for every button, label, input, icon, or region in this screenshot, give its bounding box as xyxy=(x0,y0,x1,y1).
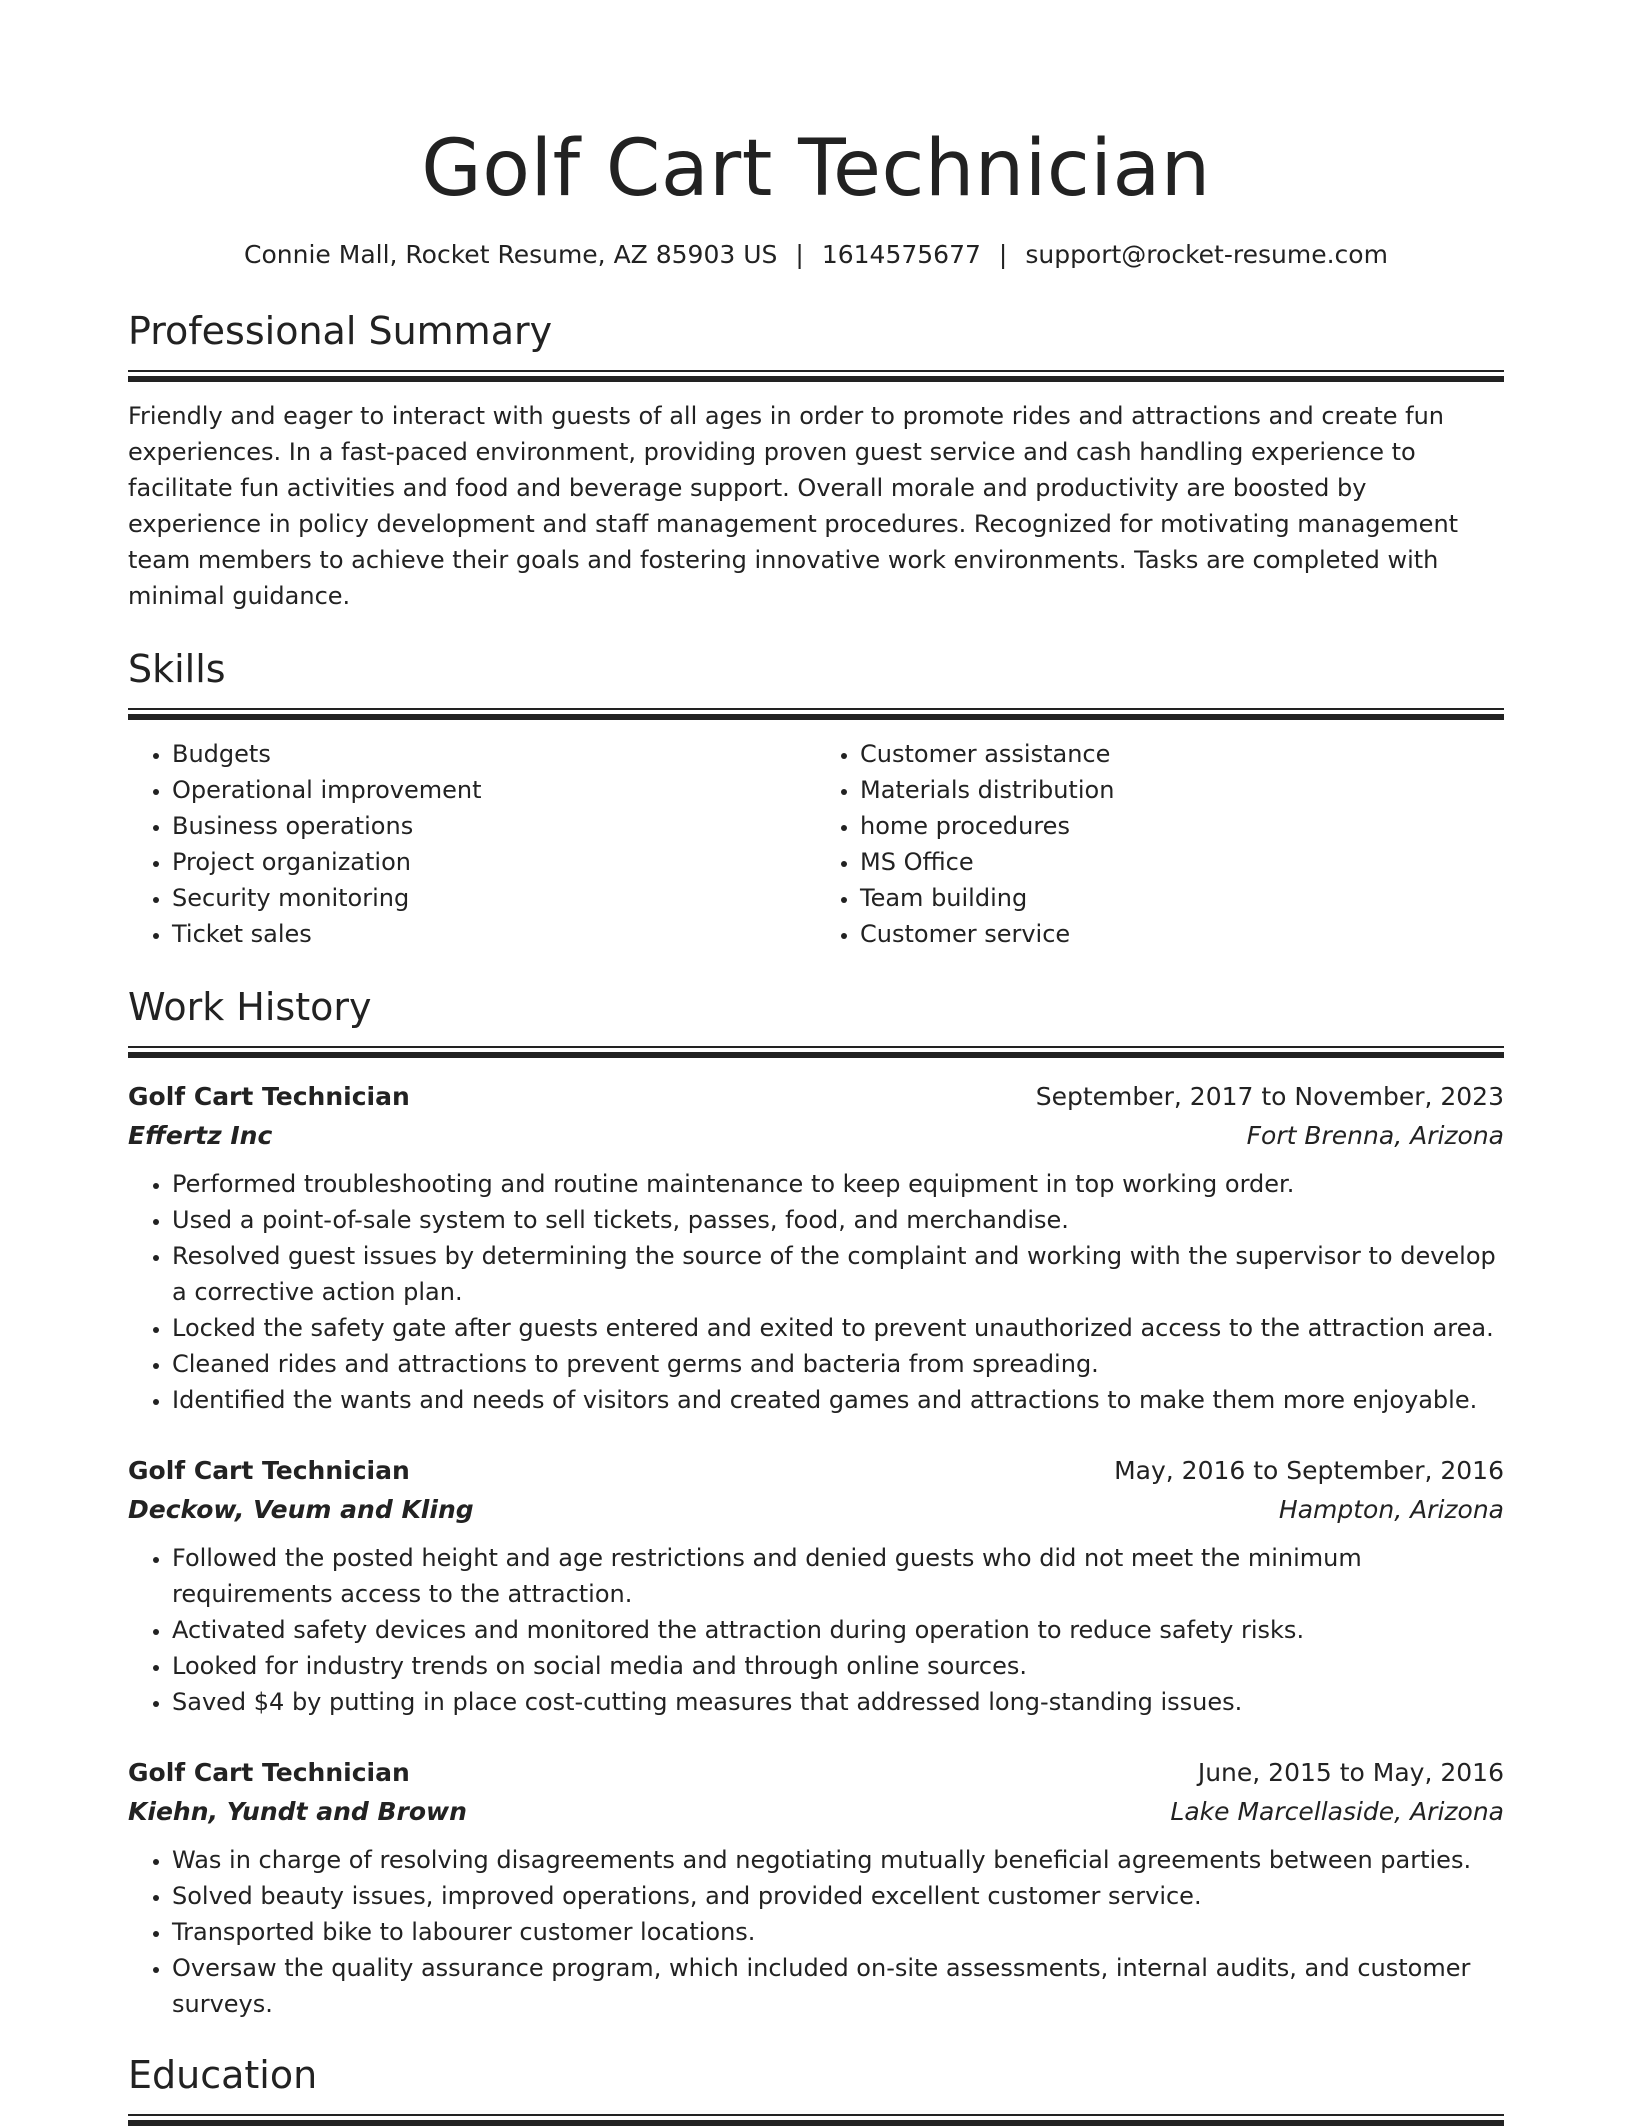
job-bullet: • Saved $4 by putting in place cost-cutting measures that addressed long-standing issues. xyxy=(172,1684,1504,1720)
job-bullet: • Looked for industry trends on social media and through online sources. xyxy=(172,1648,1504,1684)
skills-column-left xyxy=(128,736,816,952)
work-history-heading: Work History xyxy=(128,985,372,1029)
section-divider xyxy=(128,370,1504,382)
summary-text: Friendly and eager to interact with guests of all ages in order to promote rides and attractions and create fun experiences. In a fast-paced environment, providing proven guest service and cash handling experience to facilitate fun activities and food and beverage support. Overall morale and productivity are boosted by experience in policy development and staff management procedures. Recognized for motivating management team members to achieve their goals and fostering innovative work environments. Tasks are completed with minimal guidance. xyxy=(128,402,1459,610)
job-bullet: • Locked the safety gate after guests entered and exited to prevent unauthorized access to the attraction area. xyxy=(172,1310,1504,1346)
job-entry xyxy=(128,1754,1504,2022)
job-bullet: • Resolved guest issues by determining the source of the complaint and working with the supervisor to develop a corrective action plan. xyxy=(172,1238,1504,1310)
job-location: Hampton, Arizona xyxy=(1278,1495,1504,1524)
job-bullet: • Oversaw the quality assurance program, which included on-site assessments, internal audits, and customer surveys. xyxy=(172,1950,1504,2022)
job-company: Deckow, Veum and Kling xyxy=(128,1495,474,1524)
summary-heading: Professional Summary xyxy=(128,309,553,353)
job-bullet: • Cleaned rides and attractions to prevent germs and bacteria from spreading. xyxy=(172,1346,1504,1382)
skill-item: • Customer assistance xyxy=(860,736,1504,772)
contact-address: Connie Mall, Rocket Resume, AZ 85903 US xyxy=(244,240,778,269)
work-history-section xyxy=(128,982,1504,2022)
job-bullet: • Followed the posted height and age restrictions and denied guests who did not meet the minimum requirements access to the attraction. xyxy=(172,1540,1504,1612)
section-divider xyxy=(128,1046,1504,1058)
contact-phone: 1614575677 xyxy=(821,240,981,269)
skills-column-right xyxy=(816,736,1504,952)
job-company: Effertz Inc xyxy=(128,1121,273,1150)
contact-line xyxy=(128,238,1504,272)
job-bullet: • Performed troubleshooting and routine maintenance to keep equipment in top working order. xyxy=(172,1166,1504,1202)
skill-item: • Ticket sales xyxy=(172,916,816,952)
job-title: Golf Cart Technician xyxy=(128,1758,410,1787)
education-section xyxy=(128,2050,1504,2126)
job-bullets xyxy=(128,1166,1504,1418)
job-dates: June, 2015 to May, 2016 xyxy=(1197,1758,1504,1787)
job-header-row xyxy=(128,1452,1504,1490)
skill-item: • MS Office xyxy=(860,844,1504,880)
skill-item: • home procedures xyxy=(860,808,1504,844)
skill-item: • Budgets xyxy=(172,736,816,772)
job-bullets xyxy=(128,1540,1504,1720)
job-bullet: • Was in charge of resolving disagreements and negotiating mutually beneficial agreements between parties. xyxy=(172,1842,1504,1878)
education-heading: Education xyxy=(128,2053,318,2097)
section-divider xyxy=(128,708,1504,720)
skill-item: • Security monitoring xyxy=(172,880,816,916)
job-company-row xyxy=(128,1116,1504,1156)
skills-heading: Skills xyxy=(128,647,226,691)
job-company-row xyxy=(128,1792,1504,1832)
skills-section xyxy=(128,644,1504,952)
job-company-row xyxy=(128,1490,1504,1530)
job-location: Lake Marcellaside, Arizona xyxy=(1170,1797,1504,1826)
job-location: Fort Brenna, Arizona xyxy=(1246,1121,1504,1150)
job-bullets xyxy=(128,1842,1504,2022)
summary-section xyxy=(128,306,1504,614)
job-entry xyxy=(128,1078,1504,1418)
skill-item: • Operational improvement xyxy=(172,772,816,808)
section-divider xyxy=(128,2114,1504,2126)
job-company: Kiehn, Yundt and Brown xyxy=(128,1797,467,1826)
job-bullet: • Identified the wants and needs of visitors and created games and attractions to make them more enjoyable. xyxy=(172,1382,1504,1418)
job-dates: May, 2016 to September, 2016 xyxy=(1114,1456,1504,1485)
job-header-row xyxy=(128,1078,1504,1116)
job-title: Golf Cart Technician xyxy=(128,1082,410,1111)
job-bullet: • Solved beauty issues, improved operations, and provided excellent customer service. xyxy=(172,1878,1504,1914)
contact-email: support@rocket-resume.com xyxy=(1025,240,1388,269)
job-title: Golf Cart Technician xyxy=(128,1456,410,1485)
skill-item: • Team building xyxy=(860,880,1504,916)
skills-grid xyxy=(128,736,1504,952)
job-header-row xyxy=(128,1754,1504,1792)
skill-item: • Project organization xyxy=(172,844,816,880)
job-entry xyxy=(128,1452,1504,1720)
job-bullet: • Used a point-of-sale system to sell tickets, passes, food, and merchandise. xyxy=(172,1202,1504,1238)
job-bullet: • Transported bike to labourer customer locations. xyxy=(172,1914,1504,1950)
job-bullet: • Activated safety devices and monitored the attraction during operation to reduce safety risks. xyxy=(172,1612,1504,1648)
job-dates: September, 2017 to November, 2023 xyxy=(1035,1082,1504,1111)
skill-item: • Business operations xyxy=(172,808,816,844)
skill-item: • Materials distribution xyxy=(860,772,1504,808)
skill-item: • Customer service xyxy=(860,916,1504,952)
contact-separator: | xyxy=(795,240,804,269)
contact-separator: | xyxy=(998,240,1008,269)
page-title: Golf Cart Technician xyxy=(421,124,1211,214)
